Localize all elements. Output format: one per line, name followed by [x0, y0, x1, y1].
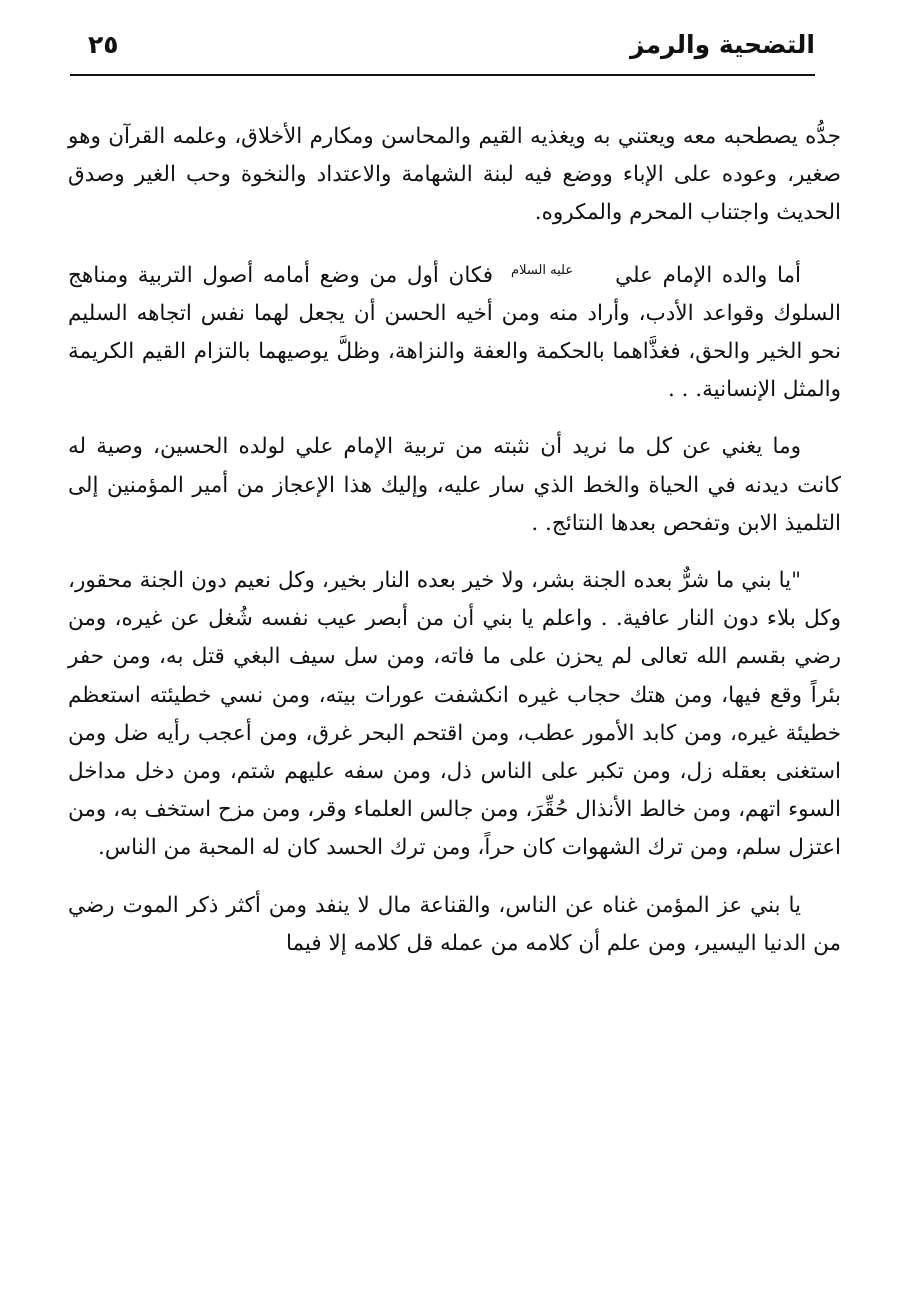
running-title: التضحية والرمز — [630, 30, 815, 59]
paragraph-text-before: أما والده الإمام علي — [615, 262, 802, 288]
paragraph-text-after: فكان أول من وضع أمامه أصول التربية ومناهج السلوك وقواعد الأدب، وأراد منه ومن أخيه الحسن أن يجعل لهما نفس اتجاهه السليم نحو الخير والحق، فغذَّاهما بالحكمة والعفة والنزاهة، وظلَّ يوصيهما بالتزام القيم الكريمة والمثل الإنسانية. . . — [68, 262, 841, 403]
honorific-glyph: عليه السلام — [511, 262, 574, 278]
header-rule — [70, 74, 815, 76]
paragraph: "يا بني ما شرٌّ بعده الجنة بشر، ولا خير بعده النار بخير، وكل نعيم دون الجنة محقور، وكل بلاء دون النار عافية. . واعلم يا بني أن من أبصر عيب نفسه شُغل عن غيره، ومن رضي بقسم الله تعالى لم يحزن على ما فاته، ومن سل سيف البغي قتل به، ومن حفر بئراً وقع فيها، ومن هتك حجاب غيره انكشفت عورات بيته، ومن نسي خطيئته استعظم خطيئة غيره، ومن كابد الأمور عطب، ومن اقتحم البحر غرق، ومن أعجب رأيه ضل ومن استغنى بعقله زل، ومن تكبر على الناس ذل، ومن سفه عليهم شتم، ومن دخل مداخل السوء اتهم، ومن خالط الأنذال حُقِّرَ، ومن جالس العلماء وقر، ومن مزح استخف به، ومن اعتزل سلم، ومن ترك الشهوات كان حراً، ومن ترك الحسد كان له المحبة من الناس. — [68, 568, 841, 861]
paragraph — [68, 252, 841, 410]
paragraph: جدُّه يصطحبه معه ويعتني به ويغذيه القيم والمحاسن ومكارم الأخلاق، وعلمه القرآن وهو صغير، وعوده على الإباء ووضع فيه لبنة الشهامة والاعتداد والنخوة وحب الغير وصدق الحديث واجتناب المحرم والمكروه. — [68, 124, 841, 226]
paragraph: وما يغني عن كل ما نريد أن نثبته من تربية الإمام علي لولده الحسين، وصية له كانت ديدنه في الحياة والخط الذي سار عليه، وإليك هذا الإعجاز من أمير المؤمنين إلى التلميذ الابن وتفحص بعدها النتائج. . — [68, 434, 841, 536]
page-number: ٢٥ — [88, 30, 119, 59]
body-text — [68, 118, 841, 982]
paragraph: يا بني عز المؤمن غناه عن الناس، والقناعة مال لا ينفد ومن أكثر ذكر الموت رضي من الدنيا اليسير، ومن علم أن كلامه من عمله قل كلامه إلا فيما — [68, 892, 841, 956]
page-header — [70, 28, 815, 72]
